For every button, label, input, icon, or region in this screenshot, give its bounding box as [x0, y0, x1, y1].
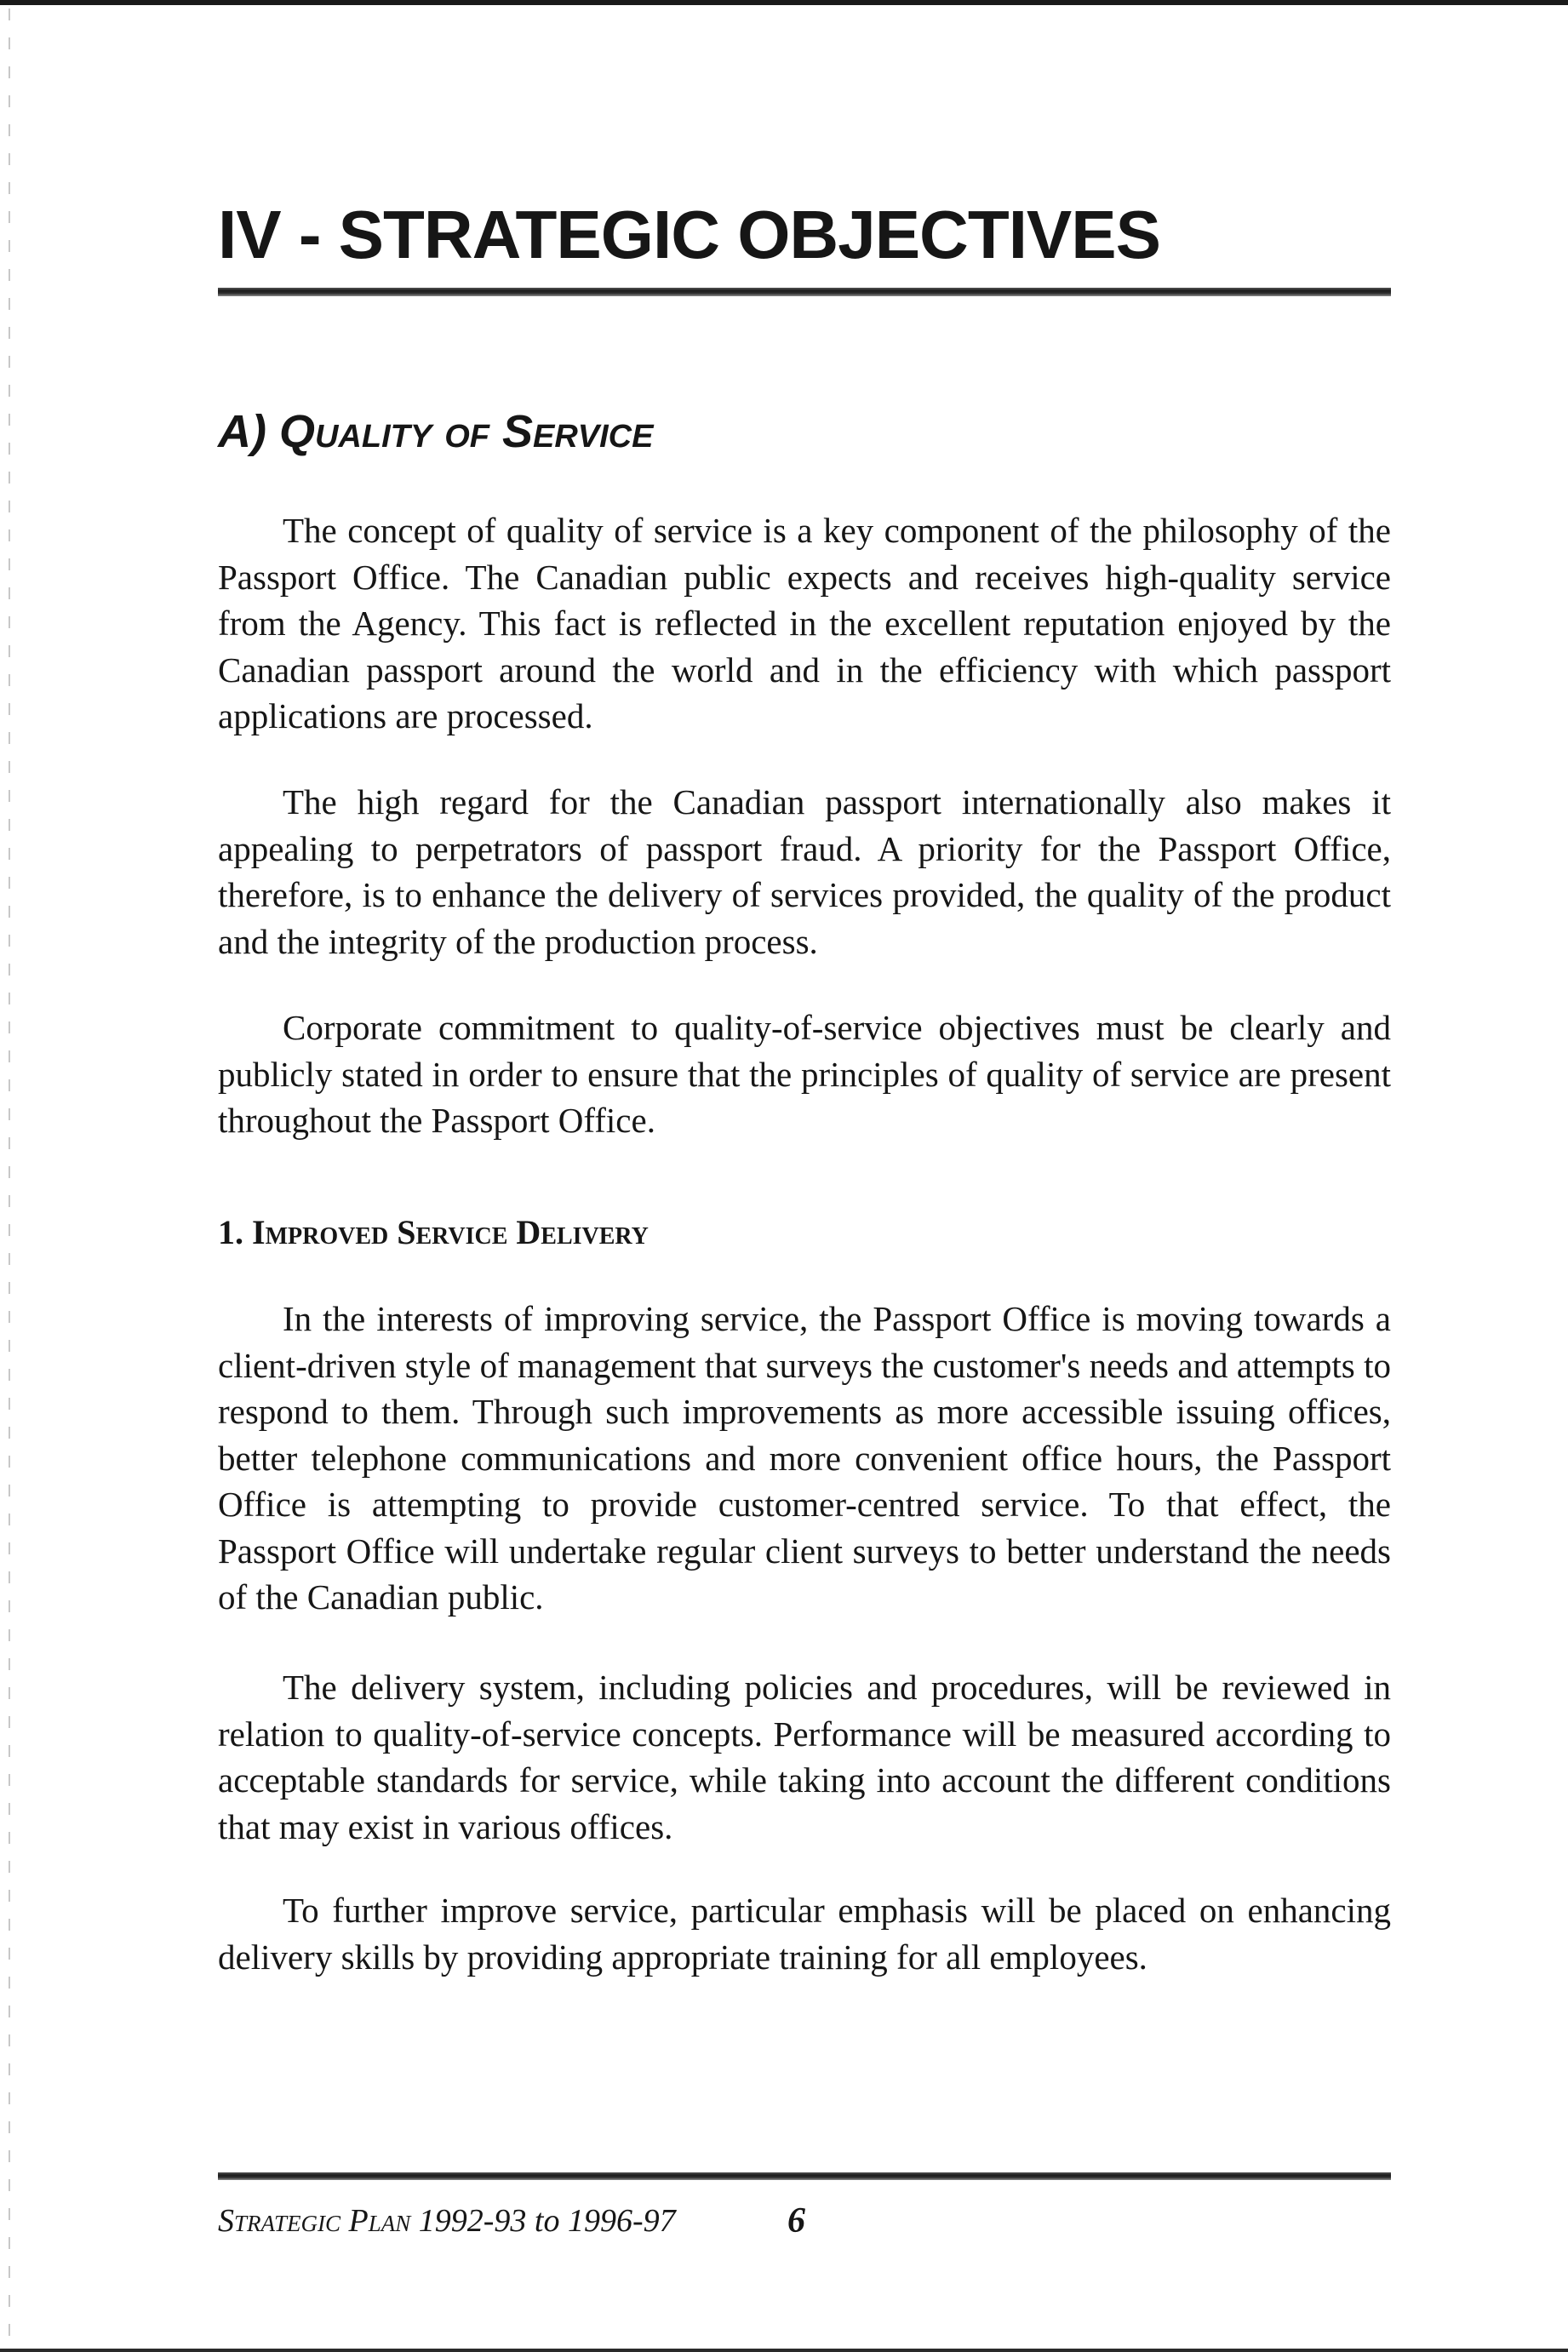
body-paragraph: Corporate commitment to quality-of-service objectives must be clearly and publicly stated in order to ensure that the principles of quality of service are present throughout the Passport Office. [218, 1008, 1391, 1140]
footer-rule [218, 2172, 1391, 2180]
scan-left-margin-marks [9, 9, 10, 2341]
body-paragraph: To further improve service, particular emphasis will be placed on enhancing delivery skills by providing appropriate training for all employees. [218, 1891, 1391, 1977]
footer-period: 1992-93 to 1996-97 [418, 2203, 676, 2239]
page-title: IV - STRATEGIC OBJECTIVES [218, 197, 1160, 272]
footer-label [218, 2205, 676, 2237]
body-paragraph: In the interests of improving service, the Passport Office is moving towards a client-driven style of management that surveys the customer's needs and attempts to respond to them. Through such improvements as more accessible issuing offices, better telephone communications and more convenient office hours, the Passport Office is attempting to provide customer-centred service. To that effect, the Passport Office will undertake regular client surveys to better understand the needs of the Canadian public. [218, 1299, 1391, 1617]
subsection-heading: 1. Improved Service Delivery [218, 1213, 649, 1251]
body-paragraph: The concept of quality of service is a key component of the philosophy of the Passport Office. The Canadian public expects and receives high-quality service from the Agency. This fact is reflected in the excellent reputation enjoyed by the Canadian passport around the world and in the efficiency with which passport applications are processed. [218, 511, 1391, 735]
page-number: 6 [787, 2201, 805, 2240]
section-heading: A) Quality of Service [218, 406, 654, 457]
title-underline-rule [218, 288, 1391, 296]
scan-bottom-border [0, 2349, 1568, 2352]
body-paragraph: The delivery system, including policies and procedures, will be reviewed in relation to quality-of-service concepts. Performance will be measured according to acceptable standards for service, while taking into account the different conditions that may exist in various offices. [218, 1668, 1391, 1846]
footer-plan-label: Strategic Plan [218, 2203, 411, 2239]
scan-top-border [0, 0, 1568, 5]
body-paragraph: The high regard for the Canadian passport internationally also makes it appealing to perpetrators of passport fraud. A priority for the Passport Office, therefore, is to enhance the delivery of services provided, the quality of the product and the integrity of the production process. [218, 782, 1391, 961]
